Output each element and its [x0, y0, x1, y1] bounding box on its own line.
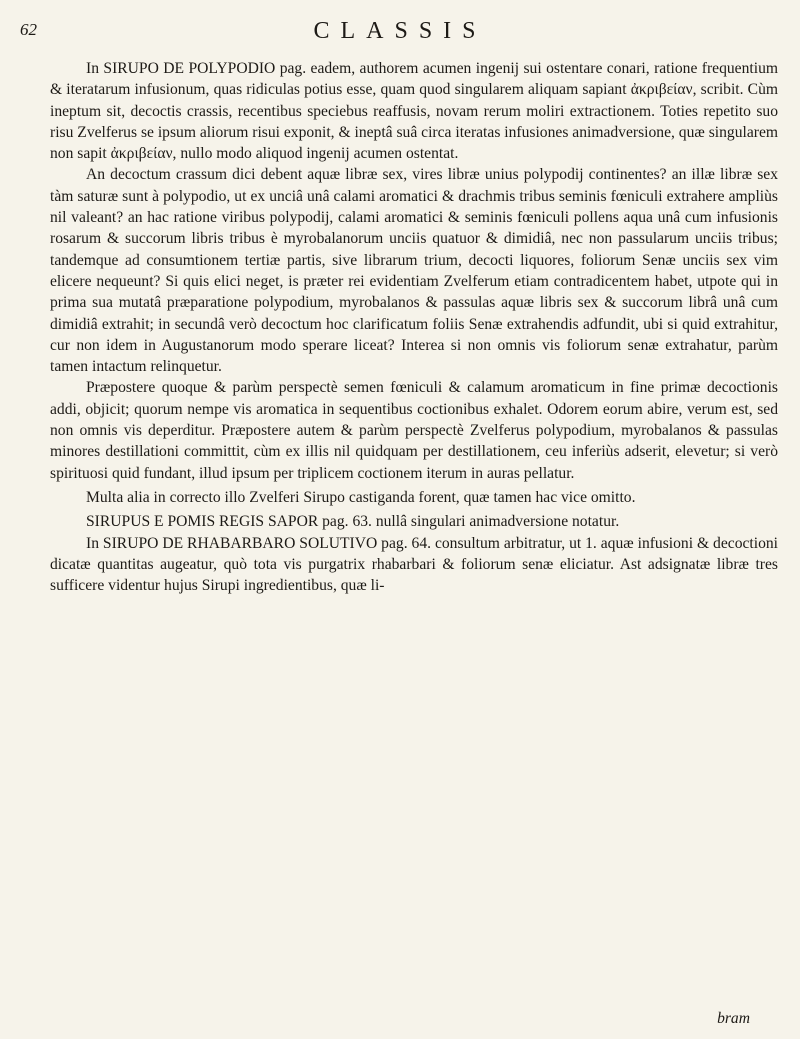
- body-text: [50, 58, 778, 596]
- paragraph-sirupus-e-pomis: SIRUPUS E POMIS REGIS SAPOR pag. 63. nullâ singulari animadversione notatur.: [86, 513, 620, 531]
- running-head: CLASSIS: [313, 18, 487, 44]
- paragraph-multa-alia: Multa alia in correcto illo Zvelferi Sirupo castiganda forent, quæ tamen hac vice omitto.: [86, 488, 636, 506]
- paragraph-sirupus-de-polypodio: In SIRUPO DE POLYPODIO pag. eadem, authorem acumen ingenij sui ostentare conari, ratione frequentium & iteratarum infusionum, quas ridiculas potius esse, quam quod singularem aliquam sapiant ἀκριβείαν, scribit. Cùm ineptum sit, decoctis crassis, recentibus speciebus reaffusis, novam rerum moliri extractionem. Toties repetito suo risu Zvelferus se ipsum aliorum risui exponit, & ineptâ suâ circa iteratas infusiones animadversione, quæ singularem non sapit ἀκριβείαν, nullo modo aliquod ingenij acumen ostentat.: [50, 60, 778, 163]
- paragraph-sirupus-de-rhabarbaro: In SIRUPO DE RHABARBARO SOLUTIVO pag. 64. consultum arbitratur, ut 1. aquæ infusioni & decoctioni dicatæ quantitas augeatur, quò tota vis purgatrix rhabarbari & foliorum senæ eliciatur. Ast adsignatæ libræ tres sufficere videntur hujus Sirupi ingredientibus, quæ li-: [50, 534, 778, 595]
- paragraph-decoctum-crassum: An decoctum crassum dici debent aquæ libræ sex, vires libræ unius polypodij continentes? an illæ libræ sex tàm saturæ sunt à polypodio, ut ex unciâ unâ calami aromatici & drachmis tribus seminis fœniculi extrahere ampliùs nil valeant? an hac ratione viribus polypodij, calami aromatici & seminis fœniculi pollens aqua unâ cum infusionis rosarum & succorum libris tribus è myrobalanorum unciis quatuor & dimidiâ, nec non passularum unciis tribus; tandemque ad consumtionem tertiæ partis, sive librarum trium, decocti liquores, foliorum Senæ unciis sex vim elicere nequeunt? Si quis elici neget, is præter rei evidentiam Zvelferum etiam contradicentem habet, utpote qui in prima sua mutatâ præparatione polypodium, myrobalanos & passulas aquæ libris sex & succorum librâ unâ cum dimidiâ extrahit; in secundâ verò decoctum hoc clarificatum foliis Senæ extrahendis adfundit, ubi si quid extrahitur, cur non idem in Augustanorum modo sperare liceat? Interea si non omnis vis foliorum senæ extrahatur, parùm tamen intactum relinquetur.: [50, 166, 778, 376]
- catchword: bram: [717, 1010, 750, 1027]
- paragraph-praepostere: Præpostere quoque & parùm perspectè semen fœniculi & calamum aromaticum in fine primæ decoctionis addi, objicit; quorum nempe vis aromatica in sequentibus coctionibus exhalet. Odorem eorum abire, verum est, sed non omnis vis deperditur. Præpostere autem & parùm perspectè Zvelferus polypodium, myrobalanos & passulas minores destillationi committit, cùm ex illis nil quidquam per destillationem, ceu inferiùs adserit, elevetur; si verò spirituosi quid fundant, illud ipsum per triplicem coctionem iterum in auras pellatur.: [50, 379, 778, 482]
- page-number: 62: [20, 20, 37, 39]
